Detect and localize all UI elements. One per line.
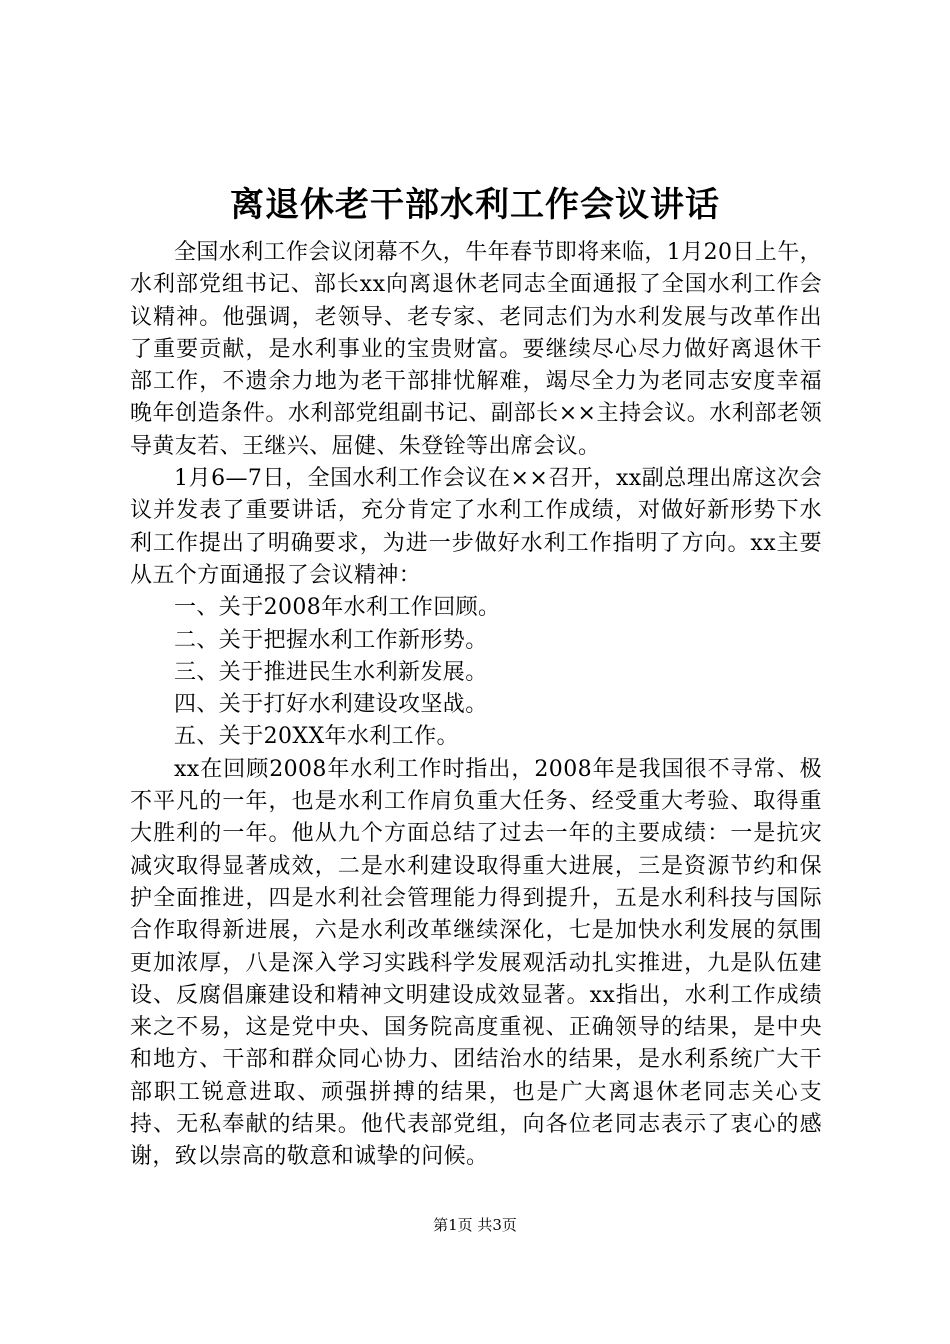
- list-item: 二、关于把握水利工作新形势。: [174, 627, 488, 653]
- list-item: 一、关于2008年水利工作回顾。: [174, 595, 501, 621]
- page-number-footer: 第1页 共3页: [433, 1216, 517, 1234]
- list-item: 三、关于推进民生水利新发展。: [174, 659, 488, 685]
- list-item: 五、关于20XX年水利工作。: [174, 724, 459, 750]
- document-body: [130, 237, 822, 1174]
- list-item: 四、关于打好水利建设攻坚战。: [174, 692, 488, 718]
- paragraph: 全国水利工作会议闭幕不久，牛年春节即将来临，1月20日上午，水利部党组书记、部长xx向离退休老同志全面通报了全国水利工作会议精神。他强调，老领导、老专家、老同志们为水利发展与改革作出了重要贡献，是水利事业的宝贵财富。要继续尽心尽力做好离退休干部工作，不遗余力地为老干部排忧解难，竭尽全力为老同志安度幸福晚年创造条件。水利部党组副书记、副部长××主持会议。水利部老领导黄友若、王继兴、屈健、朱登铨等出席会议。: [130, 240, 822, 459]
- document-title: 离退休老干部水利工作会议讲话: [230, 185, 720, 225]
- paragraph: xx在回顾2008年水利工作时指出，2008年是我国很不寻常、极不平凡的一年，也是水利工作肩负重大任务、经受重大考验、取得重大胜利的一年。他从九个方面总结了过去一年的主要成绩：一是抗灾减灾取得显著成效，二是水利建设取得重大进展，三是资源节约和保护全面推进，四是水利社会管理能力得到提升，五是水利科技与国际合作取得新进展，六是水利改革继续深化，七是加快水利发展的氛围更加浓厚，八是深入学习实践科学发展观活动扎实推进，九是队伍建设、反腐倡廉建设和精神文明建设成效显著。xx指出，水利工作成绩来之不易，这是党中央、国务院高度重视、正确领导的结果，是中央和地方、干部和群众同心协力、团结治水的结果，是水利系统广大干部职工锐意进取、顽强拼搏的结果，也是广大离退休老同志关心支持、无私奉献的结果。他代表部党组，向各位老同志表示了衷心的感谢，致以崇高的敬意和诚挚的问候。: [130, 756, 822, 1170]
- paragraph: 1月6—7日，全国水利工作会议在××召开，xx副总理出席这次会议并发表了重要讲话，充分肯定了水利工作成绩，对做好新形势下水利工作提出了明确要求，为进一步做好水利工作指明了方向。xx主要从五个方面通报了会议精神：: [130, 466, 822, 588]
